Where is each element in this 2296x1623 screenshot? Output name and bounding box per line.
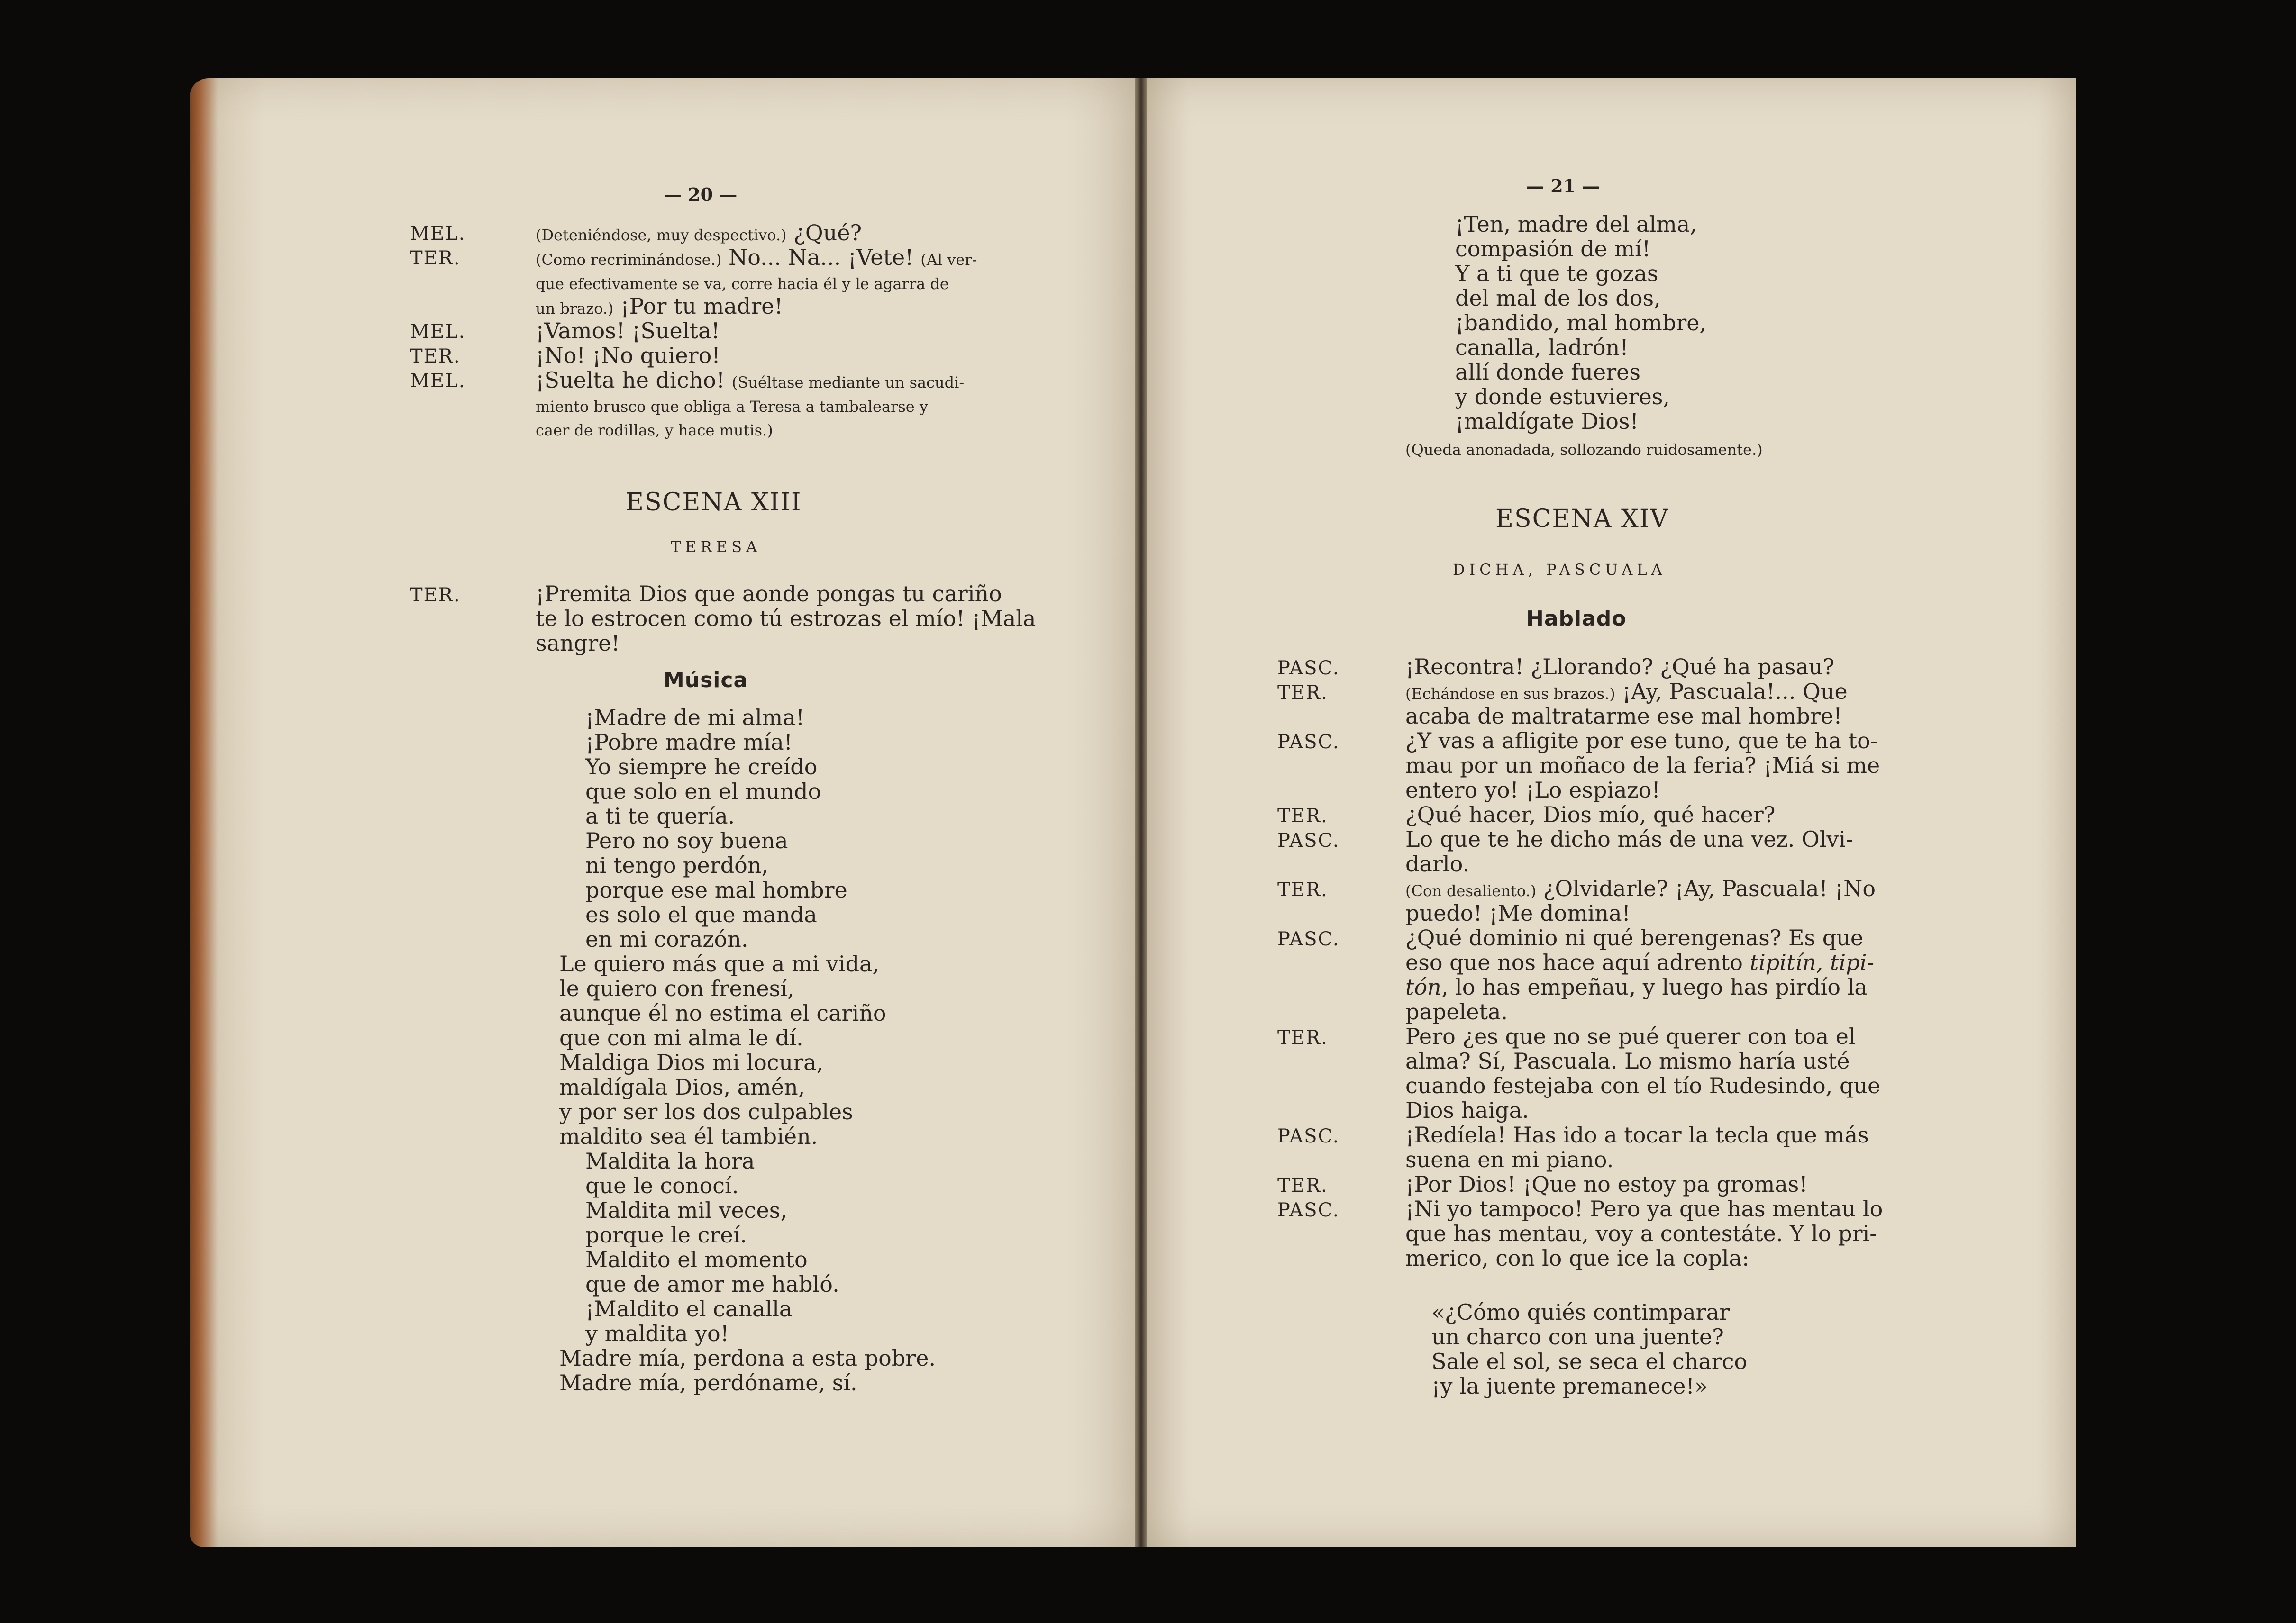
dialogue-line: suena en mi piano. [1405, 1147, 1614, 1172]
spoken-heading: Hablado [1526, 607, 1627, 631]
dialogue-line: (Con desaliento.) ¿Olvidarle? ¡Ay, Pascuala! ¡No [1405, 876, 1876, 901]
speaker-label: PASC. [1277, 657, 1340, 679]
verse-line: ¡maldígate Dios! [1455, 408, 1639, 434]
verse-line: ¡Ten, madre del alma, [1455, 211, 1697, 237]
song-line: le quiero con frenesí, [559, 976, 794, 1001]
dialogue-line: ¡Por Dios! ¡Que no estoy pa gromas! [1405, 1171, 1808, 1197]
dialogue-line: ¡Premita Dios que aonde pongas tu cariño [536, 581, 1002, 607]
dialogue-line: eso que nos hace aquí adrento tipitín, tipi- [1405, 950, 1874, 975]
dialogue-line: un brazo.) ¡Por tu madre! [536, 293, 783, 319]
song-line: ¡Maldito el canalla [585, 1296, 793, 1322]
song-line: Maldiga Dios mi locura, [559, 1050, 824, 1075]
dialogue-line: merico, con lo que ice la copla: [1405, 1245, 1749, 1271]
song-line: ni tengo perdón, [585, 852, 769, 878]
speaker-label: PASC. [1277, 1199, 1340, 1221]
book-gutter [1135, 78, 1147, 1547]
dialogue-line: ¡No! ¡No quiero! [536, 343, 720, 368]
dialogue-line: ¿Y vas a afligite por ese tuno, que te ha to- [1405, 728, 1878, 753]
dialogue-line: entero yo! ¡Lo espiazo! [1405, 777, 1660, 803]
speaker-label: TER. [1277, 879, 1328, 901]
copla-line: ¡y la juente premanece!» [1431, 1373, 1708, 1399]
dialogue-line: ¡Redíela! Has ido a tocar la tecla que más [1405, 1122, 1869, 1148]
dialogue-line: (Echándose en sus brazos.) ¡Ay, Pascuala!... Que [1405, 679, 1848, 704]
dialogue-line: (Como recriminándose.) No... Na... ¡Vete! (Al ver- [536, 245, 977, 270]
stage-direction: que efectivamente se va, corre hacia él y le agarra de [536, 275, 949, 293]
speaker-label: MEL. [410, 370, 466, 392]
dialogue-line: tón, lo has empeñau, y luego has pirdío la [1405, 974, 1868, 1000]
song-line: Yo siempre he creído [585, 754, 818, 780]
speaker-label: MEL. [410, 223, 466, 245]
song-line: y maldita yo! [585, 1321, 729, 1346]
speaker-label: TER. [1277, 1175, 1328, 1197]
song-line: que con mi alma le dí. [559, 1025, 803, 1051]
song-line: es solo el que manda [585, 902, 817, 927]
dialogue-line: ¡Ni yo tampoco! Pero ya que has mentau lo [1405, 1196, 1883, 1222]
song-line: Pero no soy buena [585, 828, 788, 853]
music-heading: Música [664, 668, 748, 692]
dialogue-line: ¡Vamos! ¡Suelta! [536, 318, 720, 344]
stage-direction: miento brusco que obliga a Teresa a tambalearse y [536, 398, 928, 416]
song-line: Le quiero más que a mi vida, [559, 951, 880, 977]
dialogue-line: darlo. [1405, 851, 1470, 877]
song-line: Madre mía, perdóname, sí. [559, 1370, 857, 1396]
right-page [1147, 78, 2076, 1547]
song-line: Maldita mil veces, [585, 1197, 788, 1223]
dialogue-line: ¿Qué dominio ni qué berengenas? Es que [1405, 925, 1864, 951]
verse-line: del mal de los dos, [1455, 285, 1661, 311]
speaker-label: TER. [1277, 805, 1328, 827]
scene-title: ESCENA XIV [1495, 505, 1669, 533]
verse-line: compasión de mí! [1455, 236, 1651, 262]
song-line: aunque él no estima el cariño [559, 1000, 886, 1026]
speaker-label: TER. [410, 345, 461, 367]
song-line: maldito sea él también. [559, 1124, 818, 1149]
song-line: Madre mía, perdona a esta pobre. [559, 1345, 936, 1371]
song-line: ¡Pobre madre mía! [585, 729, 793, 755]
dialogue-line: alma? Sí, Pascuala. Lo mismo haría usté [1405, 1048, 1850, 1074]
stage-direction: caer de rodillas, y hace mutis.) [536, 421, 773, 439]
song-line: que solo en el mundo [585, 779, 821, 804]
dialogue-line: papeleta. [1405, 999, 1508, 1025]
dialogue-line: (Deteniéndose, muy despectivo.) ¿Qué? [536, 220, 862, 245]
verse-line: Y a ti que te gozas [1455, 261, 1658, 286]
speaker-label: PASC. [1277, 731, 1340, 753]
song-line: Maldito el momento [585, 1247, 808, 1272]
dialogue-line: mau por un moñaco de la feria? ¡Miá si me [1405, 753, 1880, 778]
speaker-label: TER. [410, 247, 461, 269]
speaker-label: PASC. [1277, 928, 1340, 950]
song-line: a ti te quería. [585, 803, 735, 829]
dialogue-line: acaba de maltratarme ese mal hombre! [1405, 703, 1842, 729]
speaker-label: PASC. [1277, 830, 1340, 852]
copla-line: Sale el sol, se seca el charco [1431, 1349, 1748, 1374]
verse-line: allí donde fueres [1455, 359, 1640, 385]
dialogue-line: puedo! ¡Me domina! [1405, 900, 1631, 926]
dialogue-line: Dios haiga. [1405, 1097, 1529, 1123]
dialogue-line: Pero ¿es que no se pué querer con toa el [1405, 1024, 1856, 1049]
dialogue-line: Lo que te he dicho más de una vez. Olvi- [1405, 826, 1853, 852]
speaker-label: TER. [1277, 682, 1328, 704]
copla-line: un charco con una juente? [1431, 1324, 1724, 1350]
page-number-right: — 21 — [1526, 175, 1600, 197]
dialogue-line: que has mentau, voy a contestáte. Y lo pri- [1405, 1221, 1877, 1246]
speaker-label: MEL. [410, 321, 466, 343]
song-line: que le conocí. [585, 1173, 739, 1198]
scene-characters: DICHA, PASCUALA [1453, 561, 1667, 579]
dialogue-line: ¿Qué hacer, Dios mío, qué hacer? [1405, 802, 1776, 827]
verse-line: ¡bandido, mal hombre, [1455, 310, 1707, 335]
left-page [190, 78, 1135, 1547]
verse-line: y donde estuvieres, [1455, 384, 1670, 409]
song-line: porque le creí. [585, 1222, 747, 1248]
speaker-label: TER. [1277, 1027, 1328, 1049]
scene-characters: TERESA [671, 538, 762, 556]
dialogue-line: sangre! [536, 630, 620, 656]
song-line: en mi corazón. [585, 926, 748, 952]
song-line: ¡Madre de mi alma! [585, 705, 805, 730]
dialogue-line: te lo estrocen como tú estrozas el mío! ¡Mala [536, 606, 1036, 631]
stage-direction: (Queda anonadada, sollozando ruidosamente.) [1405, 441, 1763, 459]
song-line: Maldita la hora [585, 1148, 755, 1174]
copla-line: «¿Cómo quiés contimparar [1431, 1299, 1730, 1325]
speaker-label: PASC. [1277, 1125, 1340, 1147]
dialogue-line: ¡Recontra! ¿Llorando? ¿Qué ha pasau? [1405, 654, 1835, 680]
song-line: porque ese mal hombre [585, 877, 847, 903]
speaker-label: TER. [410, 584, 461, 606]
dialogue-line: cuando festejaba con el tío Rudesindo, que [1405, 1073, 1881, 1098]
song-line: y por ser los dos culpables [559, 1099, 853, 1124]
song-line: que de amor me habló. [585, 1271, 839, 1297]
dialogue-line: ¡Suelta he dicho! (Suéltase mediante un sacudi- [536, 367, 965, 393]
verse-line: canalla, ladrón! [1455, 335, 1629, 360]
scene-title: ESCENA XIII [626, 488, 802, 517]
page-number-left: — 20 — [664, 184, 738, 205]
song-line: maldígala Dios, amén, [559, 1074, 805, 1100]
